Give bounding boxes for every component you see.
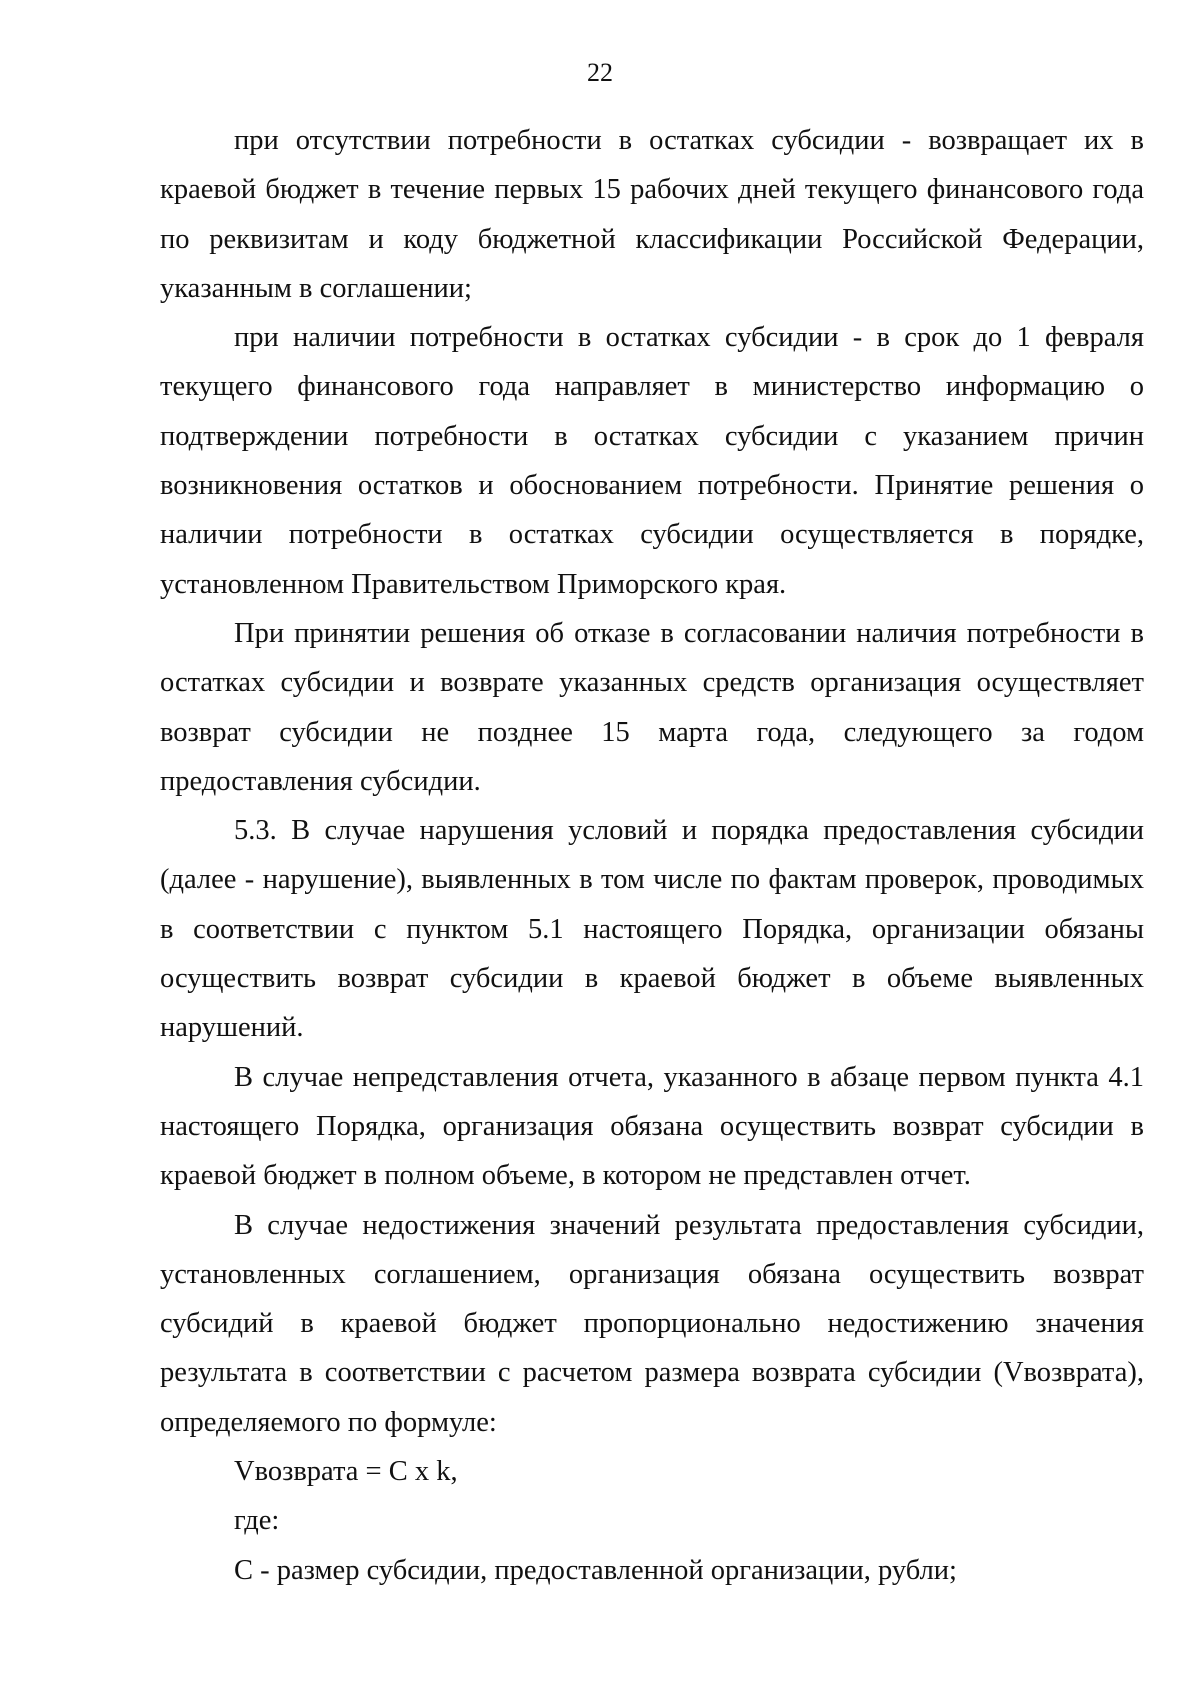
formula: Vвозврата = С х k, <box>234 1456 458 1488</box>
paragraph-refusal-decision: При принятии решения об отказе в согласовании наличия потребности в остатках субсидии и возврате указанных средств организация осуществляет возврат субсидии не позднее 15 марта года, следующего за годом предоставления субсидии. <box>160 617 1144 797</box>
paragraph-result-shortfall: В случае недостижения значений результата предоставления субсидии, установленных соглашением, организация обязана осуществить возврат субсидий в краевой бюджет пропорционально недостижению значения результата в соответствии с расчетом размера возврата субсидии (Vвозврата), определяемого по формуле: <box>160 1209 1144 1438</box>
page-body <box>160 116 1144 1595</box>
paragraph-report-failure: В случае непредставления отчета, указанного в абзаце первом пункта 4.1 настоящего Порядка, организация обязана осуществить возврат субсидии в краевой бюджет в полном объеме, в котором не представлен отчет. <box>160 1061 1144 1192</box>
page-number: 22 <box>587 58 613 87</box>
paragraph-remainder-need: при наличии потребности в остатках субсидии - в срок до 1 февраля текущего финансового года направляет в министерство информацию о подтверждении потребности в остатках субсидии с указанием причин возникновения остатков и обоснованием потребности. Принятие решения о наличии потребности в остатках субсидии осуществляется в порядке, установленном Правительством Приморского края. <box>160 322 1144 600</box>
paragraph-remainder-return: при отсутствии потребности в остатках субсидии - возвращает их в краевой бюджет в течение первых 15 рабочих дней текущего финансового года по реквизитам и коду бюджетной классификации Российской Федерации, указанным в соглашении; <box>160 125 1144 304</box>
where-label: где: <box>234 1505 280 1537</box>
definition-c: С - размер субсидии, предоставленной организации, рубли; <box>234 1554 957 1586</box>
paragraph-clause-5-3: 5.3. В случае нарушения условий и порядка предоставления субсидии (далее - нарушение), выявленных в том числе по фактам проверок, проводимых в соответствии с пунктом 5.1 настоящего Порядка, организации обязаны осуществить возврат субсидии в краевой бюджет в объеме выявленных нарушений. <box>160 815 1144 1044</box>
